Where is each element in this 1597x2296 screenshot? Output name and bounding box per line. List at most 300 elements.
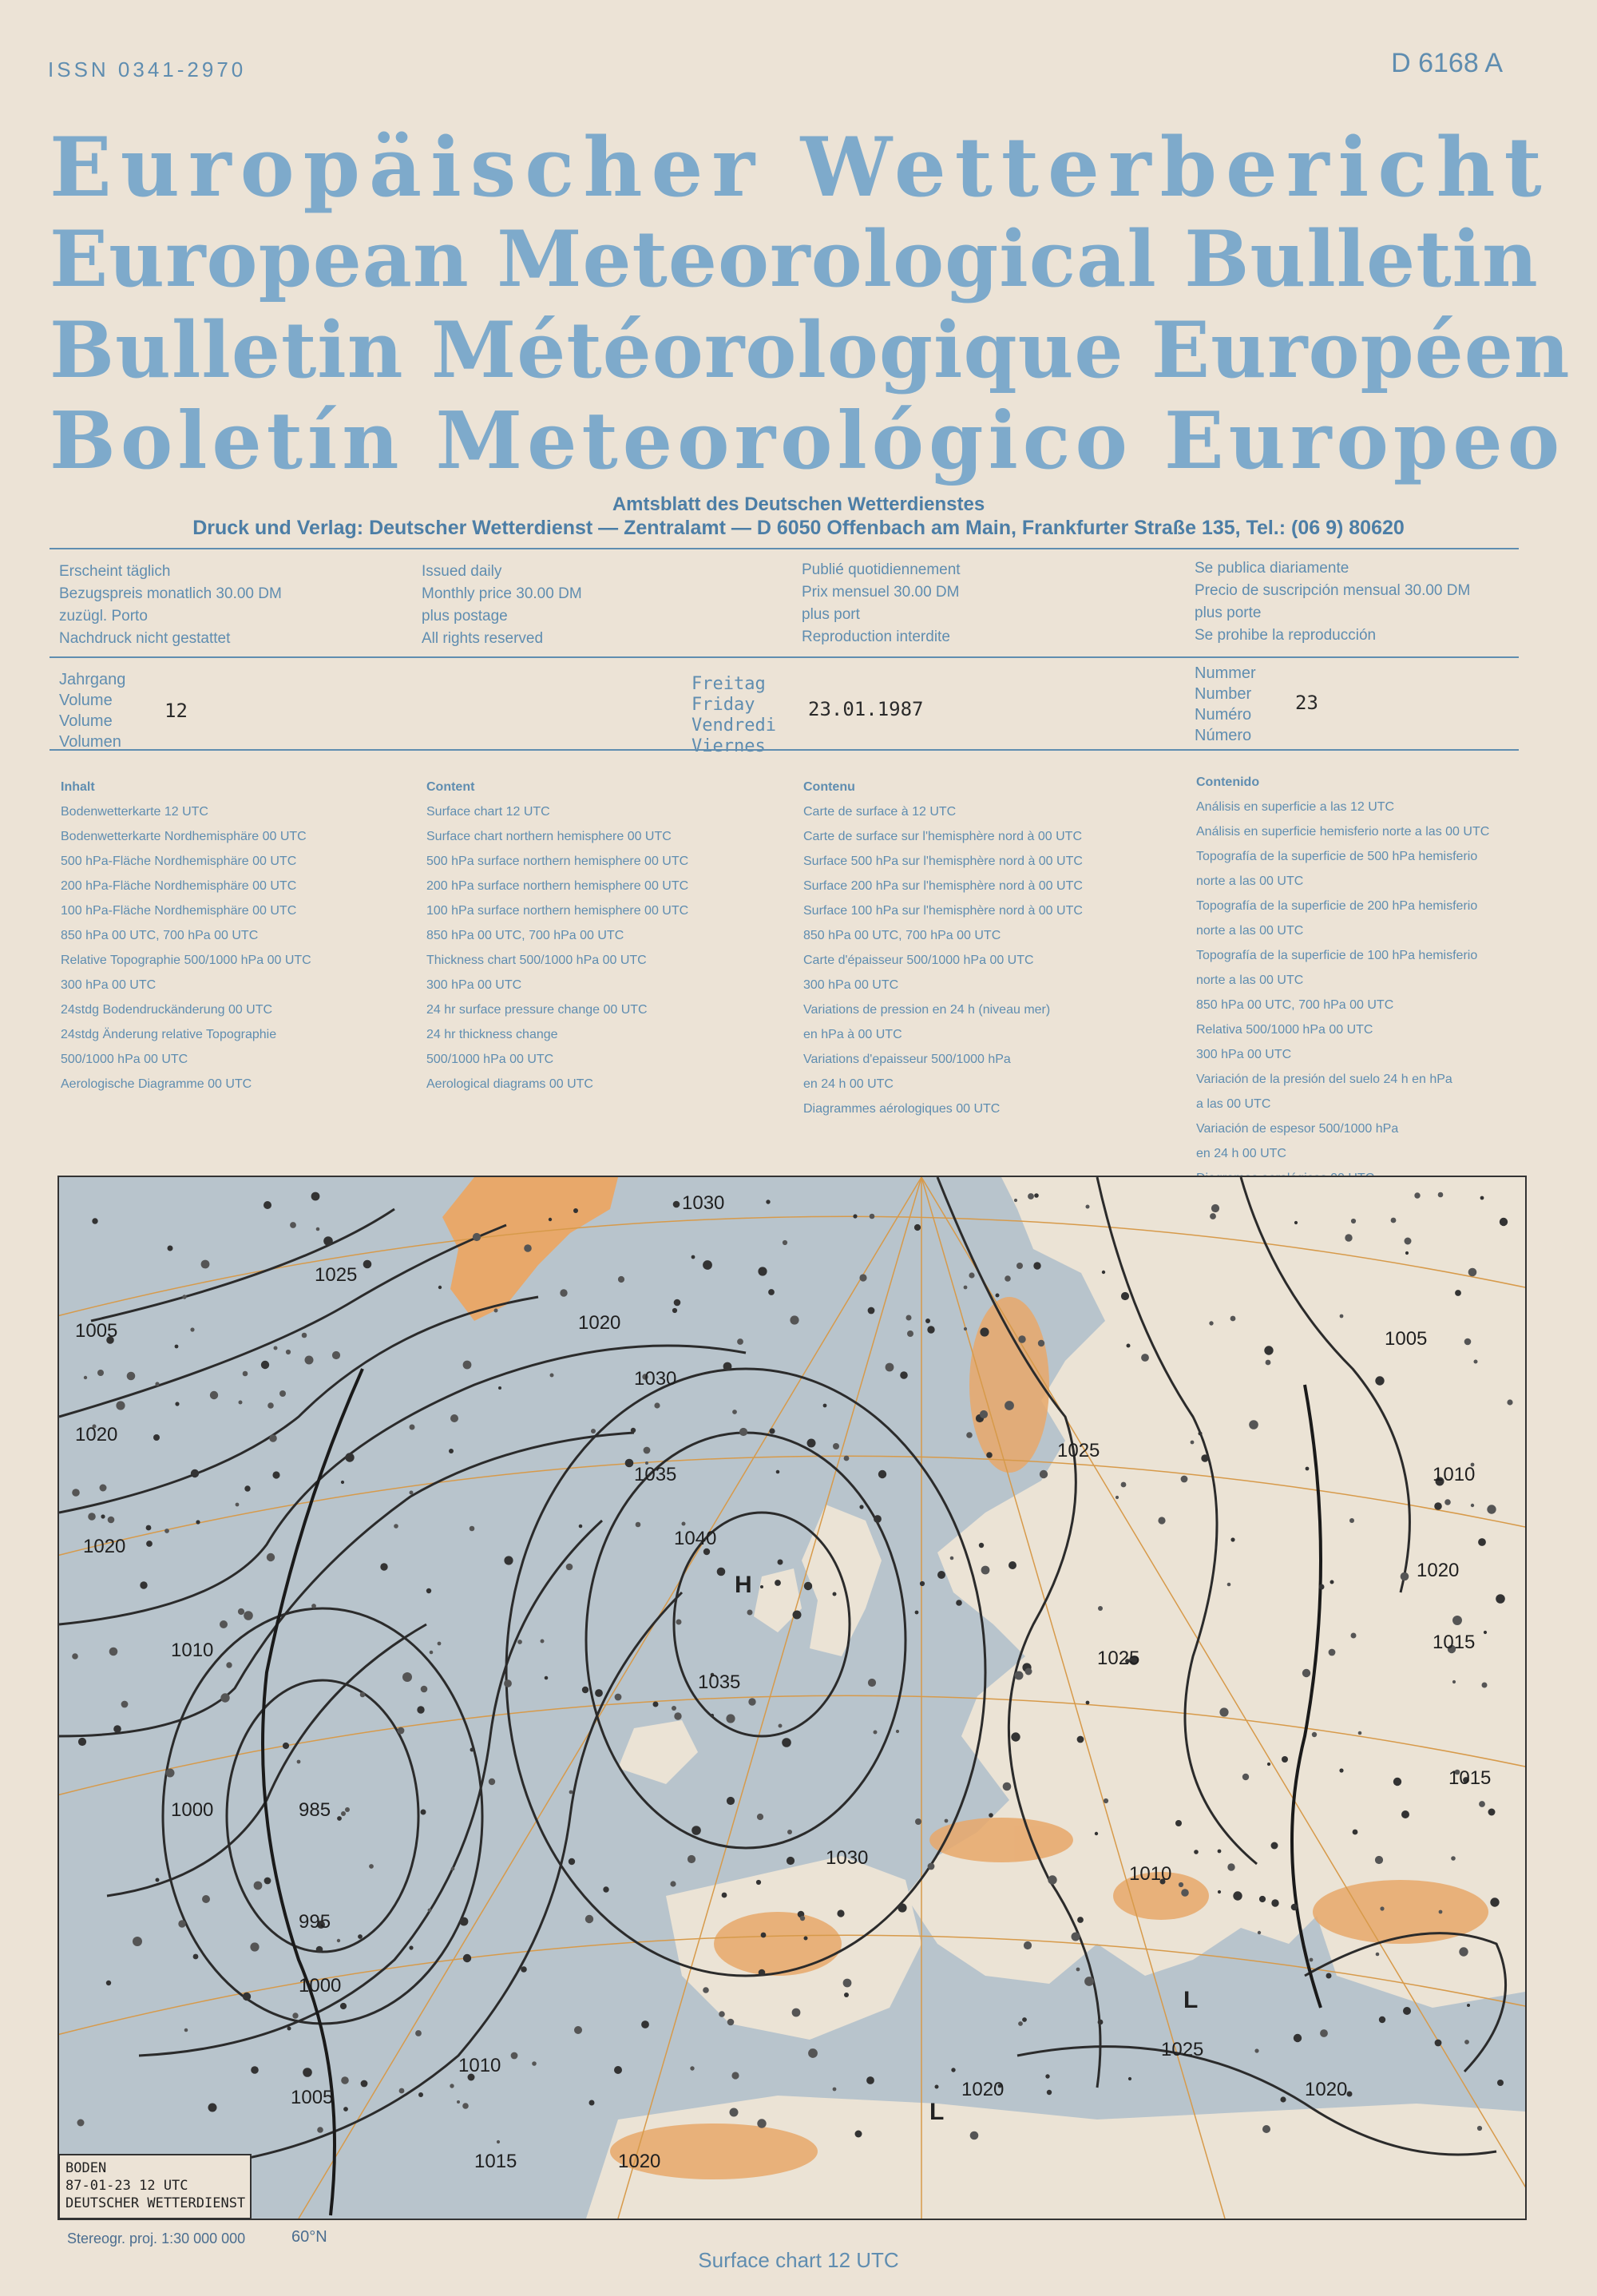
info-french [802, 559, 961, 648]
station-mark [1259, 1896, 1266, 1902]
station-mark [670, 1881, 676, 1886]
station-mark [1405, 1251, 1409, 1255]
station-mark [775, 1580, 781, 1586]
station-mark [757, 2119, 766, 2127]
station-mark [244, 1611, 253, 1620]
station-mark [782, 1738, 791, 1747]
volume-label: Volumen [59, 733, 121, 751]
station-mark [855, 2131, 862, 2138]
station-mark [807, 1439, 816, 1448]
isobar-label: 995 [299, 1911, 331, 1933]
station-mark [1376, 1953, 1380, 1957]
contents-item: norte a las 00 UTC [1196, 874, 1304, 888]
station-mark [1076, 1968, 1080, 1972]
station-mark [191, 1469, 199, 1477]
station-mark [790, 1315, 798, 1324]
station-mark [844, 1456, 850, 1461]
contents-item: 200 hPa surface northern hemisphere 00 UTC [426, 879, 689, 893]
station-mark [1230, 1316, 1236, 1322]
station-mark [614, 2066, 622, 2074]
station-mark [210, 1391, 218, 1399]
station-mark [980, 1410, 988, 1418]
amtsblatt: Amtsblatt des Deutschen Wetterdienstes [612, 494, 985, 515]
station-mark [1351, 1219, 1356, 1223]
station-mark [1258, 1931, 1261, 1934]
station-mark [175, 1402, 179, 1406]
contents-german [61, 775, 311, 1096]
station-mark [1014, 1199, 1017, 1202]
contents-item: Aerologische Diagramme 00 UTC [61, 1077, 252, 1091]
station-mark [1038, 1340, 1044, 1346]
station-mark [494, 1309, 498, 1313]
station-mark [776, 1470, 780, 1474]
station-mark [1086, 1701, 1090, 1705]
station-mark [1282, 1756, 1288, 1763]
station-mark [969, 1272, 974, 1278]
contents-item: Carte de surface sur l'hemisphère nord à 00 UTC [803, 830, 1082, 843]
contents-item: Bodenwetterkarte 12 UTC [61, 805, 208, 819]
contents-heading: Contenu [803, 780, 855, 794]
contents-item: Carte de surface à 12 UTC [803, 805, 957, 819]
station-mark [979, 1543, 984, 1548]
isobar-label: 1015 [474, 2151, 517, 2172]
station-mark [1487, 1505, 1496, 1513]
contents-spanish [1196, 770, 1489, 1191]
isobar-label: 1010 [1129, 1863, 1172, 1885]
station-mark [868, 1307, 875, 1315]
station-mark [1011, 1732, 1020, 1741]
station-mark [1084, 1977, 1094, 1986]
station-mark [692, 1826, 701, 1835]
station-mark [1266, 1360, 1271, 1366]
station-mark [906, 1315, 912, 1321]
station-mark [1345, 1234, 1352, 1241]
title-german: Europäischer Wetterbericht [50, 120, 1551, 216]
volume-label: Volume [59, 712, 113, 730]
station-mark [703, 1549, 710, 1555]
station-mark [345, 1453, 354, 1461]
station-mark [303, 2068, 312, 2077]
issue-number: 23 [1295, 692, 1318, 714]
divider [50, 749, 1519, 751]
station-mark [409, 1945, 413, 1949]
info-line: Prix mensuel 30.00 DM [802, 584, 960, 601]
station-mark [463, 1954, 471, 1962]
station-mark [340, 2003, 347, 2009]
station-mark [682, 1522, 686, 1526]
station-mark [783, 1240, 787, 1245]
isobar-label: 1025 [1161, 2039, 1204, 2060]
station-mark [1211, 1204, 1219, 1212]
title-spanish: Boletín Meteorológico Europeo [50, 395, 1565, 487]
station-mark [672, 1308, 677, 1313]
station-mark [127, 1372, 136, 1381]
station-mark [1045, 2074, 1049, 2078]
station-mark [1179, 1882, 1183, 1887]
station-mark [1233, 1891, 1242, 1900]
station-mark [692, 1255, 695, 1259]
contents-item: norte a las 00 UTC [1196, 924, 1304, 938]
station-mark [914, 1224, 921, 1231]
station-mark [517, 1640, 522, 1644]
contents-item: 24stdg Bodendruckänderung 00 UTC [61, 1003, 273, 1017]
station-mark [1033, 1262, 1040, 1269]
station-mark [711, 1714, 714, 1717]
station-mark [1306, 1467, 1310, 1471]
station-mark [1230, 1537, 1234, 1541]
station-mark [1468, 1268, 1477, 1277]
contents-heading: Inhalt [61, 780, 95, 794]
station-mark [1267, 1763, 1270, 1766]
station-mark [417, 1706, 424, 1713]
contents-item: Análisis en superficie hemisferio norte a las 00 UTC [1196, 825, 1490, 839]
contents-item: a las 00 UTC [1196, 1097, 1271, 1111]
contents-item: Relativa 500/1000 hPa 00 UTC [1196, 1023, 1373, 1037]
station-mark [859, 1505, 863, 1509]
station-mark [717, 1568, 726, 1576]
station-mark [1141, 1354, 1149, 1362]
station-mark [1005, 1401, 1014, 1410]
station-mark [1438, 1192, 1444, 1198]
station-mark [618, 1276, 624, 1283]
station-mark [1210, 1213, 1216, 1219]
station-mark [874, 1515, 882, 1523]
station-mark [644, 1447, 651, 1454]
station-mark [759, 1969, 766, 1977]
contents-item: Surface 200 hPa sur l'hemisphère nord à 00 UTC [803, 879, 1083, 893]
isobar-label: 1010 [1433, 1464, 1476, 1485]
station-mark [833, 1443, 839, 1449]
station-mark [915, 1818, 921, 1825]
station-mark [673, 1201, 680, 1208]
day-labels [692, 674, 776, 757]
isobar-label: 985 [299, 1799, 331, 1821]
publisher-line: Druck und Verlag: Deutscher Wetterdienst — Zentralamt — D 6050 Offenbach am Main, Frankfurter Straße 135, Tel.: (06 9) 80620 [192, 517, 1405, 539]
station-mark [768, 1289, 775, 1295]
contents-english [426, 775, 688, 1096]
contents-item: Topografía de la superficie de 100 hPa hemisferio [1196, 949, 1478, 962]
station-mark [190, 1327, 194, 1331]
isobar-label: 1020 [618, 2151, 661, 2172]
contents-item: Variación de espesor 500/1000 hPa [1196, 1122, 1399, 1136]
station-mark [426, 1588, 431, 1593]
isobar-label: 1020 [83, 1536, 126, 1557]
contents-item: Surface 500 hPa sur l'hemisphère nord à 00 UTC [803, 855, 1083, 868]
station-mark [421, 1686, 428, 1693]
info-spanish [1195, 557, 1470, 647]
station-mark [1379, 2016, 1385, 2023]
contents-item: 24 hr surface pressure change 00 UTC [426, 1003, 648, 1017]
station-mark [636, 1522, 641, 1528]
station-mark [1264, 1346, 1273, 1354]
station-mark [625, 1459, 634, 1468]
info-german [59, 561, 282, 650]
station-mark [438, 1286, 442, 1289]
station-mark [1330, 1580, 1334, 1584]
station-mark [898, 1903, 906, 1912]
isobar-label: 1005 [75, 1320, 118, 1342]
station-mark [208, 2104, 217, 2112]
station-mark [1025, 1668, 1032, 1675]
station-mark [787, 1830, 792, 1834]
station-mark [238, 1608, 244, 1615]
station-mark [264, 1201, 271, 1209]
station-mark [915, 1611, 919, 1615]
map-info-box [59, 2155, 251, 2219]
contents-item: en 24 h 00 UTC [1196, 1147, 1286, 1160]
station-mark [1319, 1584, 1325, 1590]
station-mark [1181, 1476, 1188, 1483]
station-mark [793, 1611, 802, 1620]
station-mark [1444, 1499, 1451, 1505]
station-mark [760, 1585, 763, 1588]
station-mark [106, 1981, 111, 1985]
station-mark [470, 1526, 475, 1532]
station-mark [1474, 1360, 1478, 1364]
station-mark [1201, 1454, 1208, 1461]
contents-item: en 24 h 00 UTC [803, 1077, 894, 1091]
station-mark [859, 1274, 866, 1281]
station-mark [1329, 1649, 1336, 1656]
info-line: plus porte [1195, 605, 1262, 621]
info-line: Reproduction interdite [802, 629, 950, 645]
station-mark [550, 1374, 554, 1378]
station-mark [380, 1563, 387, 1570]
station-mark [1471, 1504, 1474, 1507]
station-mark [243, 1993, 251, 2001]
station-mark [311, 1192, 320, 1201]
station-mark [345, 1807, 350, 1812]
info-line: Erscheint täglich [59, 563, 171, 580]
station-mark [723, 1362, 732, 1371]
info-box-line: DEUTSCHER WETTERDIENST [65, 2195, 246, 2211]
station-mark [1209, 1321, 1213, 1325]
station-mark [1459, 1947, 1468, 1956]
contents-item: Relative Topographie 500/1000 hPa 00 UTC [61, 954, 311, 967]
contents-item: Thickness chart 500/1000 hPa 00 UTC [426, 954, 647, 967]
isobar-label: 1015 [1448, 1767, 1492, 1789]
station-mark [267, 1553, 275, 1561]
contents-item: 850 hPa 00 UTC, 700 hPa 00 UTC [426, 929, 624, 942]
station-mark [737, 1338, 743, 1345]
contents-item: norte a las 00 UTC [1196, 974, 1304, 987]
contents-item: 24 hr thickness change [426, 1028, 558, 1041]
station-mark [1271, 1899, 1278, 1906]
latitude-note: 60°N [291, 2228, 327, 2246]
number-label: Número [1195, 727, 1252, 744]
station-mark [964, 1327, 967, 1330]
station-mark [332, 1351, 340, 1359]
contents-item: 500/1000 hPa 00 UTC [61, 1053, 188, 1066]
station-mark [1294, 1221, 1298, 1224]
station-mark [560, 1289, 567, 1296]
station-mark [415, 2030, 422, 2036]
station-mark [1086, 1205, 1090, 1209]
station-mark [287, 2027, 291, 2031]
station-mark [1016, 1263, 1023, 1269]
station-mark [196, 1520, 200, 1524]
station-mark [756, 1880, 761, 1885]
station-mark [341, 1481, 344, 1484]
station-mark [473, 1233, 481, 1241]
station-mark [1477, 2126, 1482, 2131]
station-mark [970, 2131, 979, 2140]
station-mark [1294, 2034, 1302, 2042]
info-line: Precio de suscripción mensual 30.00 DM [1195, 582, 1471, 599]
station-mark [398, 1727, 405, 1735]
station-mark [1072, 1933, 1080, 1941]
station-mark [438, 1642, 442, 1646]
isobar-label: 1010 [171, 1640, 214, 1661]
station-mark [1479, 1801, 1485, 1807]
station-mark [394, 1524, 398, 1529]
station-mark [761, 1933, 767, 1938]
station-mark [451, 1867, 455, 1871]
station-mark [951, 2068, 955, 2072]
station-mark [574, 2026, 582, 2034]
station-mark [254, 1882, 263, 1890]
isobar-label: 1025 [1057, 1440, 1100, 1461]
station-mark [896, 1730, 899, 1733]
station-mark [654, 1402, 660, 1408]
station-mark [674, 1299, 681, 1307]
station-mark [1128, 2077, 1131, 2080]
station-mark [569, 1858, 575, 1865]
contents-item: Surface chart 12 UTC [426, 805, 550, 819]
divider [50, 656, 1519, 658]
info-line: Issued daily [422, 563, 502, 580]
isobar-label: 1005 [1385, 1328, 1428, 1350]
volume-label: Jahrgang [59, 671, 126, 688]
contents-item: 100 hPa-Fläche Nordhemisphäre 00 UTC [61, 904, 297, 918]
station-mark [1249, 1420, 1258, 1430]
station-mark [410, 1425, 415, 1430]
contents-item: Aerological diagrams 00 UTC [426, 1077, 593, 1091]
station-mark [1326, 1973, 1332, 1979]
station-mark [719, 2011, 725, 2017]
contents-item: Surface 100 hPa sur l'hemisphère nord à 00 UTC [803, 904, 1083, 918]
high-pressure-marker: H [735, 1572, 752, 1598]
station-mark [937, 1571, 945, 1579]
station-mark [402, 1672, 412, 1682]
station-mark [261, 1361, 269, 1369]
station-mark [1351, 1633, 1357, 1639]
station-mark [369, 1864, 374, 1869]
isobar-label: 1020 [578, 1312, 621, 1334]
station-mark [457, 2100, 460, 2104]
station-mark [1339, 1768, 1343, 1772]
station-mark [1015, 1671, 1024, 1680]
number-label: Nummer [1195, 664, 1256, 682]
station-mark [589, 2100, 595, 2106]
station-mark [844, 1993, 849, 1997]
station-mark [579, 1525, 583, 1529]
station-mark [758, 1267, 767, 1275]
station-mark [164, 1529, 169, 1533]
publication-code: D 6168 A [1391, 48, 1503, 78]
contents-item: 300 hPa 00 UTC [426, 978, 522, 992]
station-mark [1403, 2007, 1411, 2015]
station-mark [1191, 1441, 1195, 1445]
station-mark [251, 2066, 259, 2074]
number-label: Number [1195, 685, 1252, 703]
station-mark [739, 1428, 747, 1436]
station-mark [804, 1937, 808, 1941]
contents-item: 500/1000 hPa 00 UTC [426, 1053, 554, 1066]
station-mark [833, 2088, 837, 2092]
weather-map-graphic [59, 1177, 1525, 2219]
station-mark [1496, 1594, 1505, 1604]
station-mark [399, 2088, 405, 2094]
station-mark [927, 1326, 934, 1333]
station-mark [410, 1491, 414, 1495]
station-mark [450, 2084, 454, 2088]
contents-item: 300 hPa 00 UTC [61, 978, 157, 992]
station-mark [1464, 1338, 1472, 1346]
station-mark [688, 1855, 695, 1863]
station-mark [1095, 1832, 1098, 1835]
station-mark [641, 2020, 649, 2028]
station-mark [1175, 1820, 1182, 1826]
station-mark [730, 2108, 739, 2117]
info-line: Se publica diariamente [1195, 560, 1349, 577]
station-mark [1414, 1192, 1420, 1198]
station-mark [1349, 1518, 1354, 1523]
station-mark [595, 1689, 603, 1697]
station-mark [907, 1330, 913, 1337]
station-mark [250, 1942, 259, 1951]
isobar-label: 1020 [1305, 2079, 1348, 2100]
isobar-label: 1025 [315, 1264, 358, 1286]
station-mark [1393, 1778, 1401, 1786]
station-mark [674, 1712, 681, 1719]
isobar-label: 1015 [1433, 1632, 1476, 1653]
station-mark [1358, 1731, 1362, 1735]
station-mark [358, 1934, 363, 1939]
station-mark [1102, 1271, 1105, 1274]
iberian-plateau [714, 1912, 842, 1976]
station-mark [722, 1893, 727, 1898]
station-mark [808, 2048, 818, 2058]
station-mark [1022, 2017, 1027, 2022]
station-mark [155, 1382, 159, 1386]
station-mark [220, 1693, 229, 1702]
isobar-label: 1025 [1097, 1648, 1140, 1669]
station-mark [1158, 1517, 1165, 1524]
station-mark [866, 2076, 874, 2084]
station-mark [316, 1946, 323, 1953]
station-mark [1375, 1856, 1383, 1864]
station-mark [92, 1218, 97, 1223]
station-mark [462, 2103, 469, 2109]
station-mark [928, 1863, 935, 1870]
station-mark [1500, 1218, 1508, 1226]
station-mark [1478, 1538, 1486, 1546]
station-mark [766, 1200, 770, 1204]
station-mark [582, 1687, 588, 1693]
station-mark [1077, 1736, 1084, 1743]
station-mark [748, 1698, 755, 1705]
station-mark [302, 1333, 307, 1338]
info-line: Se prohibe la reproducción [1195, 627, 1377, 644]
alps [929, 1818, 1073, 1862]
station-mark [615, 1694, 622, 1701]
station-mark [870, 1214, 875, 1219]
info-line: plus port [802, 606, 860, 623]
station-mark [804, 1582, 812, 1590]
station-mark [800, 1916, 805, 1921]
contents-item: Diagrammes aérologiques 00 UTC [803, 1102, 1001, 1116]
